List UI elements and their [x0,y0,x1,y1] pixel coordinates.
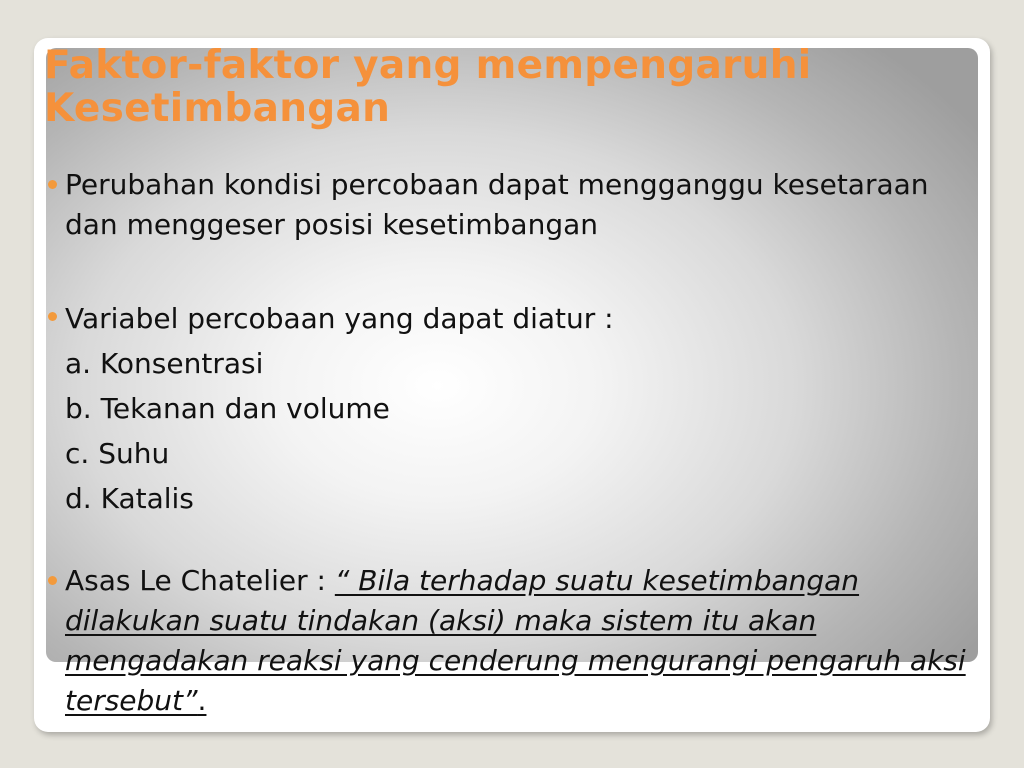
bullet-dot-icon [48,576,57,585]
bullet-item-2 [46,297,990,341]
le-chatelier-quote: “ Bila terhadap suatu kesetimbangan dilakukan suatu tindakan (aksi) maka sistem itu akan mengadakan reaksi yang cenderung mengurangi pengaruh aksi tersebut” [65,564,966,717]
bullet-3-lead: Asas Le Chatelier : [65,564,335,597]
sub-item-tekanan: b. Tekanan dan volume [65,392,390,425]
slide-content [46,165,990,721]
bullet-item-1 [46,165,990,245]
bullet-2-text: Variabel percobaan yang dapat diatur : [65,302,614,335]
slide-title: Faktor-faktor yang mempengaruhi Kesetimbangan [44,43,812,131]
bullet-item-3 [46,561,990,721]
quote-period: . [197,684,207,717]
bullet-dot-icon [48,180,57,189]
sub-item-konsentrasi: a. Konsentrasi [65,347,264,380]
sub-item-suhu: c. Suhu [65,437,170,470]
sub-item-katalis: d. Katalis [65,482,194,515]
bullet-dot-icon [48,312,57,321]
bullet-1-text: Perubahan kondisi percobaan dapat mengganggu kesetaraan dan menggeser posisi kesetimbangan [65,168,929,241]
